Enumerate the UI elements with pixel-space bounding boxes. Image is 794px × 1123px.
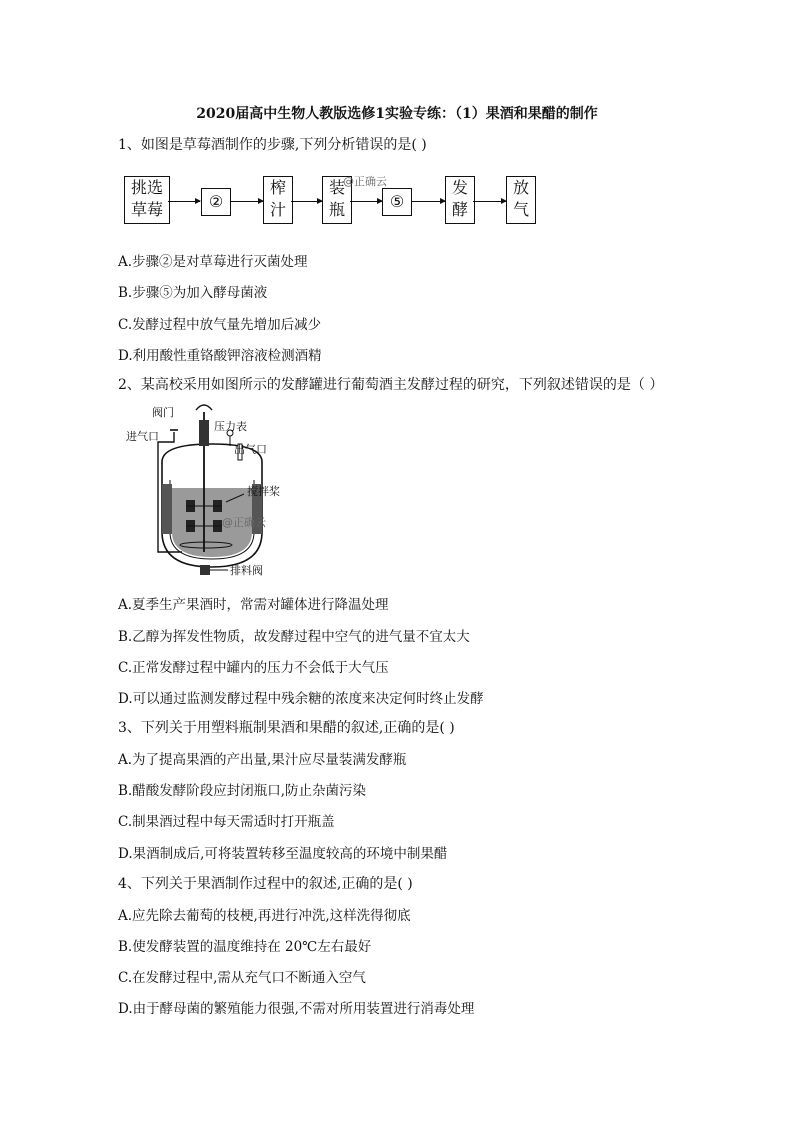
flow-step-7: 放气 [506, 176, 536, 224]
q4-option-c: C.在发酵过程中,需从充气口不断通入空气 [118, 970, 366, 986]
q3-option-d: D.果酒制成后,可将装置转移至温度较高的环境中制果醋 [118, 846, 448, 862]
flow-arrow-4 [350, 201, 382, 202]
q1-option-a: A.步骤②是对草莓进行灭菌处理 [118, 254, 308, 270]
flow-arrow-2 [230, 201, 263, 202]
document-title: 2020届高中生物人教版选修1实验专练：（1）果酒和果醋的制作 [196, 106, 598, 122]
q1-option-c: C.发酵过程中放气量先增加后减少 [118, 317, 322, 333]
q2-option-a: A.夏季生产果酒时，常需对罐体进行降温处理 [118, 597, 389, 613]
q2-option-d: D.可以通过监测发酵过程中残余糖的浓度来决定何时终止发酵 [118, 691, 484, 707]
q4-stem: 4、下列关于果酒制作过程中的叙述,正确的是( ) [118, 876, 413, 892]
flow-step-2: ② [201, 188, 231, 216]
q2-option-c: C.正常发酵过程中罐内的压力不会低于大气压 [118, 660, 389, 676]
flow-arrow-3 [291, 201, 322, 202]
label-stirrer: 搅拌桨 [247, 485, 280, 498]
q2-stem: 2、某高校采用如图所示的发酵罐进行葡萄酒主发酵过程的研究，下列叙述错误的是（ ） [118, 377, 664, 393]
q4-option-b: B.使发酵装置的温度维持在 20℃左右最好 [118, 939, 372, 955]
label-valve: 阀门 [152, 406, 174, 419]
watermark-1: @正确云 [343, 175, 387, 188]
q3-option-a: A.为了提高果酒的产出量,果汁应尽量装满发酵瓶 [118, 752, 407, 768]
flow-step-3: 榨汁 [263, 176, 293, 224]
label-drain: 排料阀 [230, 564, 263, 577]
q4-option-a: A.应先除去葡萄的枝梗,再进行冲洗,这样洗得彻底 [118, 908, 411, 924]
flow-step-1: 挑选草莓 [124, 176, 170, 224]
q3-stem: 3、下列关于用塑料瓶制果酒和果醋的叙述,正确的是( ) [118, 720, 455, 736]
fermenter-diagram [122, 402, 292, 582]
label-inlet: 进气口 [126, 430, 159, 443]
label-gauge: 压力表 [214, 420, 247, 433]
q4-option-d: D.由于酵母菌的繁殖能力很强,不需对所用装置进行消毒处理 [118, 1001, 475, 1017]
q1-stem: 1、如图是草莓酒制作的步骤,下列分析错误的是( ) [118, 137, 427, 153]
flow-step-6: 发酵 [445, 176, 475, 224]
flow-arrow-5 [411, 201, 445, 202]
label-outlet: 出气口 [234, 443, 267, 456]
q1-option-d: D.利用酸性重铬酸钾溶液检测酒精 [118, 348, 322, 364]
flow-arrow-6 [473, 201, 506, 202]
watermark-2: @正确云 [222, 516, 266, 529]
q3-option-b: B.醋酸发酵阶段应封闭瓶口,防止杂菌污染 [118, 783, 367, 799]
q3-option-c: C.制果酒过程中每天需适时打开瓶盖 [118, 814, 335, 830]
flow-step-4: 装瓶 [322, 176, 352, 224]
q2-option-b: B.乙醇为挥发性物质，故发酵过程中空气的进气量不宜太大 [118, 629, 470, 645]
flow-arrow-1 [168, 201, 200, 202]
q1-option-b: B.步骤⑤为加入酵母菌液 [118, 285, 268, 301]
flow-step-5: ⑤ [382, 188, 412, 216]
